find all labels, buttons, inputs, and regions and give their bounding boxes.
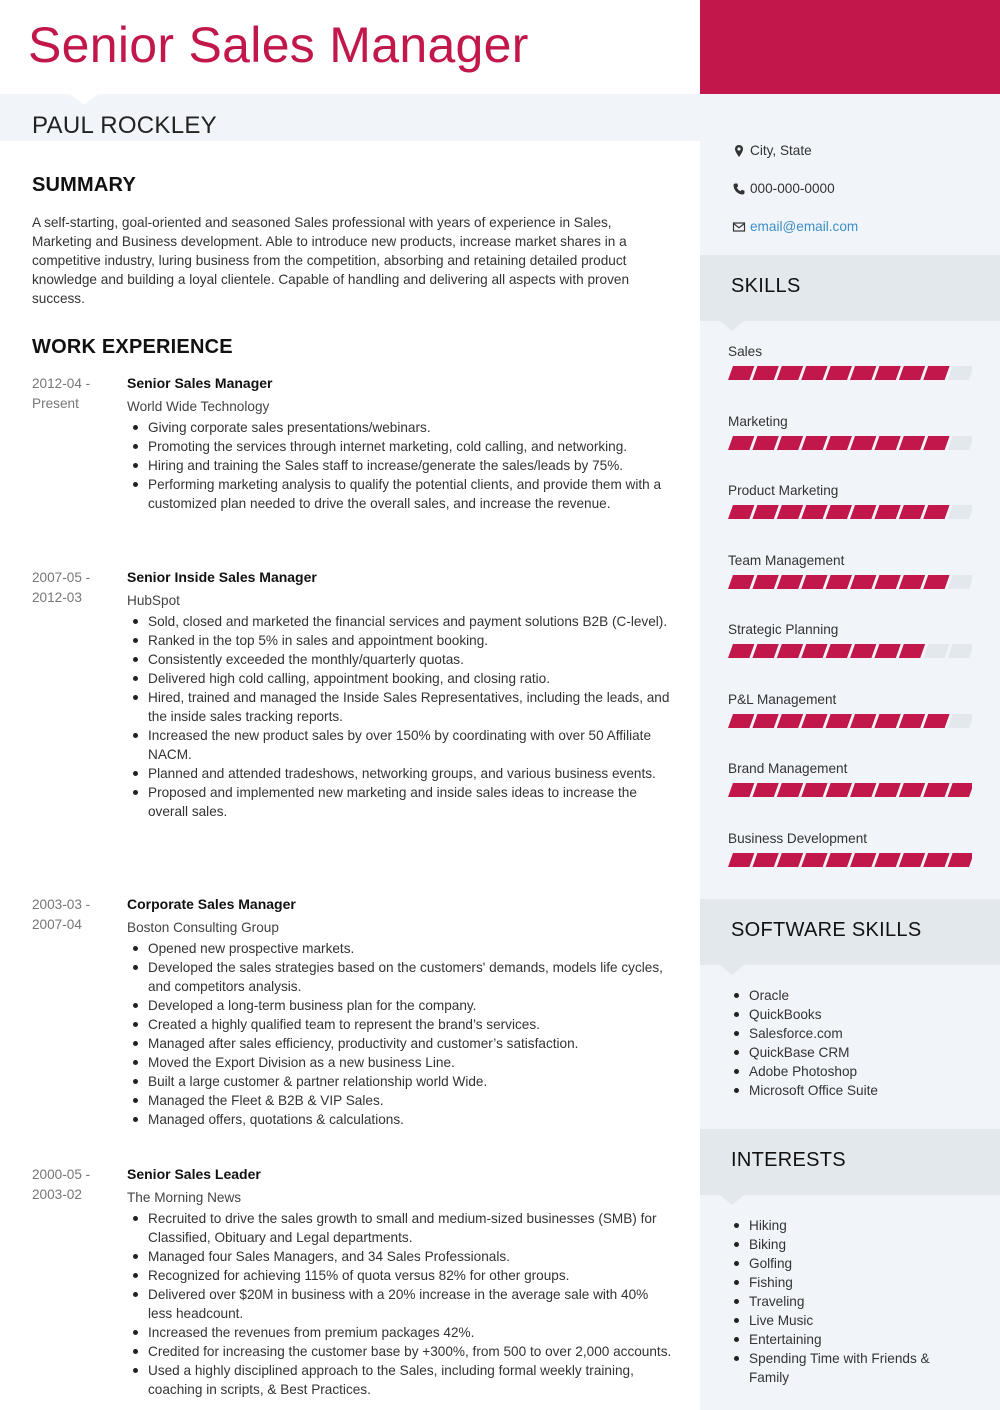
skill-segment-filled [728, 575, 754, 589]
skill-item [728, 483, 972, 519]
job-bullet: Recruited to drive the sales growth to small and medium-sized businesses (SMB) for Classified, Obituary and Legal departments. [127, 1209, 672, 1247]
job-bullet: Managed the Fleet & B2B & VIP Sales. [127, 1091, 672, 1110]
job-title: Senior Sales Manager [28, 17, 529, 73]
list-item: Spending Time with Friends & Family [728, 1349, 968, 1387]
skill-segment-filled [923, 575, 949, 589]
skill-segment-filled [752, 714, 778, 728]
phone-icon [732, 182, 746, 196]
skill-segment-filled [850, 575, 876, 589]
software-skills-header [700, 899, 1000, 965]
skill-segment-empty [923, 644, 949, 658]
envelope-icon [732, 220, 746, 234]
skill-item [728, 761, 972, 797]
job-bullet: Developed a long-term business plan for the company. [127, 996, 672, 1015]
skill-level-bar [728, 853, 972, 867]
skill-segment-filled [801, 436, 827, 450]
skill-name: Product Marketing [728, 483, 839, 498]
skill-segment-filled [752, 783, 778, 797]
name-band-notch [70, 94, 98, 105]
skill-segment-filled [801, 783, 827, 797]
skill-segment-filled [826, 366, 852, 380]
skill-segment-filled [923, 366, 949, 380]
skill-segment-filled [777, 853, 803, 867]
job-bullet: Delivered high cold calling, appointment booking, and closing ratio. [127, 669, 672, 688]
list-item: Microsoft Office Suite [728, 1081, 968, 1100]
interests-header [700, 1129, 1000, 1195]
job-company: Boston Consulting Group [127, 919, 279, 935]
sidebar-accent-block [700, 0, 1000, 94]
skill-segment-filled [850, 714, 876, 728]
skill-item [728, 344, 972, 380]
skill-segment-empty [948, 505, 972, 519]
skill-segment-filled [728, 644, 754, 658]
skill-segment-filled [777, 436, 803, 450]
job-dates: 2012-04 - Present [32, 376, 91, 411]
skill-segment-filled [801, 714, 827, 728]
skills-header [700, 255, 1000, 321]
skill-item [728, 414, 972, 450]
skill-segment-filled [752, 644, 778, 658]
skill-name: Strategic Planning [728, 622, 839, 637]
skill-level-bar [728, 783, 972, 797]
job-company: HubSpot [127, 592, 180, 608]
job-bullet: Consistently exceeded the monthly/quarterly quotas. [127, 650, 672, 669]
skill-name: Team Management [728, 553, 845, 568]
skill-segment-filled [826, 853, 852, 867]
skill-segment-filled [923, 505, 949, 519]
job-role: Senior Sales Leader [127, 1166, 261, 1182]
skill-segment-filled [850, 366, 876, 380]
job-dates: 2003-03 - 2007-04 [32, 897, 91, 932]
skill-segment-filled [826, 783, 852, 797]
job-company: World Wide Technology [127, 398, 270, 414]
skill-segment-filled [826, 575, 852, 589]
skill-segment-filled [801, 505, 827, 519]
job-bullet: Used a highly disciplined approach to the Sales, including formal weekly training, coaching in scripts, & Best Practices. [127, 1361, 672, 1399]
skill-segment-filled [850, 505, 876, 519]
skill-segment-filled [728, 505, 754, 519]
skill-item [728, 692, 972, 728]
skill-segment-filled [826, 714, 852, 728]
skill-segment-filled [752, 366, 778, 380]
job-bullet: Opened new prospective markets. [127, 939, 672, 958]
skill-name: Business Development [728, 831, 868, 846]
skill-segment-filled [874, 505, 900, 519]
job-bullet: Giving corporate sales presentations/webinars. [127, 418, 672, 437]
list-item: Adobe Photoshop [728, 1062, 968, 1081]
software-skills-heading: SOFTWARE SKILLS [731, 919, 922, 941]
skill-level-bar [728, 505, 972, 519]
skill-segment-empty [948, 436, 972, 450]
list-item: Fishing [728, 1273, 968, 1292]
skill-segment-filled [728, 366, 754, 380]
sidebar [700, 0, 1000, 1410]
skill-segment-filled [826, 644, 852, 658]
job-bullets [127, 418, 672, 513]
list-item: Biking [728, 1235, 968, 1254]
skill-segment-empty [948, 714, 972, 728]
skill-segment-filled [752, 505, 778, 519]
list-item: Oracle [728, 986, 968, 1005]
skill-segment-filled [899, 505, 925, 519]
skill-segment-filled [948, 783, 972, 797]
skill-segment-filled [777, 505, 803, 519]
skill-name: Brand Management [728, 761, 848, 776]
job-dates: 2000-05 - 2003-02 [32, 1167, 91, 1202]
skill-level-bar [728, 644, 972, 658]
skill-segment-filled [752, 853, 778, 867]
skill-item [728, 553, 972, 589]
skill-segment-filled [899, 575, 925, 589]
job-bullets [127, 612, 672, 821]
skill-segment-filled [777, 366, 803, 380]
skill-segment-empty [948, 644, 972, 658]
job-bullet: Delivered over $20M in business with a 20% increase in the average sale with 40% less headcount. [127, 1285, 672, 1323]
skill-segment-filled [923, 436, 949, 450]
skill-segment-filled [874, 853, 900, 867]
skill-segment-filled [899, 853, 925, 867]
skill-segment-empty [948, 366, 972, 380]
candidate-name: PAUL ROCKLEY [32, 112, 217, 139]
skill-segment-filled [850, 436, 876, 450]
skills-header-notch [720, 321, 744, 331]
skill-segment-filled [923, 783, 949, 797]
skill-segment-filled [728, 714, 754, 728]
skill-segment-filled [728, 436, 754, 450]
job-bullet: Sold, closed and marketed the financial services and payment solutions B2B (C-level). [127, 612, 672, 631]
skill-level-bar [728, 575, 972, 589]
job-bullets [127, 939, 672, 1129]
job-bullet: Developed the sales strategies based on the customers' demands, models life cycles, and competitors analysis. [127, 958, 672, 996]
job-bullet: Planned and attended tradeshows, networking groups, and various business events. [127, 764, 672, 783]
skill-level-bar [728, 366, 972, 380]
skill-name: Marketing [728, 414, 788, 429]
skill-segment-filled [801, 644, 827, 658]
skill-segment-filled [899, 644, 925, 658]
job-bullet: Proposed and implemented new marketing and inside sales ideas to increase the overall sales. [127, 783, 672, 821]
skill-segment-filled [728, 853, 754, 867]
job-bullet: Promoting the services through internet marketing, cold calling, and networking. [127, 437, 672, 456]
skill-segment-filled [777, 575, 803, 589]
job-bullet: Managed four Sales Managers, and 34 Sales Professionals. [127, 1247, 672, 1266]
skill-segment-filled [801, 366, 827, 380]
skill-segment-filled [777, 783, 803, 797]
job-bullets [127, 1209, 672, 1399]
skills-heading: SKILLS [731, 275, 801, 297]
interests-heading: INTERESTS [731, 1149, 846, 1171]
summary-text: A self-starting, goal-oriented and seasoned Sales professional with years of experience in Sales, Marketing and Business development. Able to introduce new products, increase market shares in a competitive industry, luring business from the competition, absorbing and retaining detailed product knowledge and building a loyal clientele. Capable of handling and delivering all aspects with proven success. [32, 215, 630, 306]
interests-list [728, 1216, 968, 1387]
phone-text: 000-000-0000 [750, 181, 835, 196]
job-bullet: Increased the new product sales by over 150% by coordinating with over 50 Affiliate NACM. [127, 726, 672, 764]
job-role: Senior Inside Sales Manager [127, 569, 317, 585]
job-role: Corporate Sales Manager [127, 896, 296, 912]
software-skills-header-notch [720, 965, 744, 975]
job-bullet: Increased the revenues from premium packages 42%. [127, 1323, 672, 1342]
skill-name: P&L Management [728, 692, 837, 707]
skill-segment-filled [874, 366, 900, 380]
skill-segment-filled [899, 783, 925, 797]
skill-segment-filled [899, 436, 925, 450]
skill-segment-filled [899, 366, 925, 380]
job-bullet: Managed after sales efficiency, productivity and customer’s satisfaction. [127, 1034, 672, 1053]
location-pin-icon [732, 144, 746, 158]
skill-name: Sales [728, 344, 763, 359]
list-item: Entertaining [728, 1330, 968, 1349]
job-bullet: Created a highly qualified team to represent the brand’s services. [127, 1015, 672, 1034]
skill-level-bar [728, 714, 972, 728]
skill-segment-filled [801, 575, 827, 589]
skill-segment-filled [826, 436, 852, 450]
job-bullet: Hiring and training the Sales staff to increase/generate the sales/leads by 75%. [127, 456, 672, 475]
list-item: Traveling [728, 1292, 968, 1311]
job-bullet: Built a large customer & partner relationship world Wide. [127, 1072, 672, 1091]
job-role: Senior Sales Manager [127, 375, 273, 391]
skill-segment-empty [948, 575, 972, 589]
skill-segment-filled [874, 575, 900, 589]
job-bullet: Ranked in the top 5% in sales and appointment booking. [127, 631, 672, 650]
work-experience-heading: WORK EXPERIENCE [32, 336, 233, 358]
job-bullet: Managed offers, quotations & calculations. [127, 1110, 672, 1129]
job-bullet: Performing marketing analysis to qualify the potential clients, and provide them with a customized plan needed to drive the overall sales, and increase the revenue. [127, 475, 672, 513]
list-item: QuickBase CRM [728, 1043, 968, 1062]
skill-segment-filled [948, 853, 972, 867]
skill-segment-filled [826, 505, 852, 519]
skill-item [728, 622, 972, 658]
skill-level-bar [728, 436, 972, 450]
software-skills-list [728, 986, 968, 1100]
skill-segment-filled [728, 783, 754, 797]
skill-segment-filled [874, 436, 900, 450]
skill-segment-filled [923, 853, 949, 867]
job-dates: 2007-05 - 2012-03 [32, 570, 91, 605]
skill-segment-filled [801, 853, 827, 867]
skill-segment-filled [850, 853, 876, 867]
list-item: Hiking [728, 1216, 968, 1235]
interests-header-notch [720, 1195, 744, 1205]
skill-segment-filled [874, 644, 900, 658]
skill-segment-filled [899, 714, 925, 728]
job-bullet: Recognized for achieving 115% of quota versus 82% for other groups. [127, 1266, 672, 1285]
skill-segment-filled [752, 436, 778, 450]
job-bullet: Credited for increasing the customer base by +300%, from 500 to over 2,000 accounts. [127, 1342, 672, 1361]
skill-segment-filled [874, 714, 900, 728]
summary-heading: SUMMARY [32, 174, 136, 196]
list-item: QuickBooks [728, 1005, 968, 1024]
skill-segment-filled [850, 644, 876, 658]
location-text: City, State [750, 143, 812, 158]
skill-segment-filled [850, 783, 876, 797]
list-item: Live Music [728, 1311, 968, 1330]
skill-segment-filled [777, 714, 803, 728]
skill-segment-filled [923, 714, 949, 728]
email-link[interactable]: email@email.com [750, 219, 859, 234]
job-company: The Morning News [127, 1189, 242, 1205]
skill-segment-filled [777, 644, 803, 658]
list-item: Salesforce.com [728, 1024, 968, 1043]
skill-item [728, 831, 972, 867]
job-bullet: Moved the Export Division as a new business Line. [127, 1053, 672, 1072]
skill-segment-filled [874, 783, 900, 797]
list-item: Golfing [728, 1254, 968, 1273]
job-bullet: Hired, trained and managed the Inside Sales Representatives, including the leads, and the inside sales tracking reports. [127, 688, 672, 726]
skill-segment-filled [752, 575, 778, 589]
